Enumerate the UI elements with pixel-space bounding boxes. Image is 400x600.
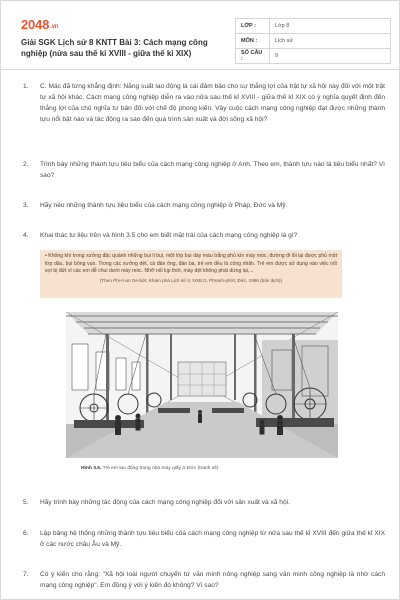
source-quote-box	[40, 250, 342, 298]
question-text: Trình bày những thành tựu tiêu biểu của cách mạng công nghiệp ở Anh. Theo em, thành tựu nào là tiêu biểu nhất? Vì sao?	[40, 161, 385, 179]
question-number: 3.	[23, 202, 29, 209]
meta-row-count	[236, 49, 391, 64]
meta-key: SỐ CÂU :	[236, 49, 270, 64]
figure-label: Hình 3.5.	[81, 466, 102, 471]
meta-row-class	[236, 19, 391, 34]
meta-value: Lớp 8	[270, 19, 391, 34]
question-number: 6.	[23, 530, 29, 537]
document-title: Giải SGK Lịch sử 8 KNTT Bài 3: Cách mạng công nghiệp (nửa sau thế kỉ XVIII - giữa thế kỉ XIX)	[21, 38, 208, 58]
document-header	[11, 9, 391, 71]
question-number: 5.	[23, 499, 29, 506]
question-number: 2.	[23, 161, 29, 168]
question-text: Hãy nêu những thành tựu tiêu biểu của cách mạng công nghiệp ở Pháp, Đức và Mỹ.	[40, 202, 288, 209]
quote-citation: (Theo Phi-ri-an Oe-bớt, Khám phá Lịch sử II, NXB D. Phranh-phớt, Đức, 1996 (bản dịch))	[99, 277, 283, 283]
question-number: 4.	[23, 232, 29, 239]
question-text: Có ý kiến cho rằng: "Xã hội loài người chuyển từ văn minh nông nghiệp sang văn minh công nghiệp là nhờ cách mạng công nghiệp". Em đồng ý với ý kiến đó không? Vì sao?	[40, 571, 385, 589]
quote-text: • Không khí trong xưởng đặc quánh những bụi li bụi, một lớp bụi dày màu trắng phủ kín máy móc, đường đi lối lại được phủ một lớp dầu, bụi bông vụn. Trong các xưởng dệt, cả đàn ông, đàn bà, trẻ em đều là công nhân. Trẻ em được sử dụng vào việc nối sợi bị đứt vì các em dễ chui dưới máy móc. Nhỡ nối kịp thời, máy dệt không phải dừng lại,...	[45, 253, 337, 275]
header-divider	[1, 69, 400, 70]
meta-table	[235, 18, 391, 64]
question-text: Khai thác tư liệu trên và hình 3.5 cho em biết mặt trái của cách mạng công nghiệp là gì?	[40, 232, 298, 239]
meta-key: MÔN :	[236, 34, 270, 49]
question-text: C. Mác đã từng khẳng định: Năng suất lao động là cái đảm bảo cho sự thắng lợi của trật tự xã hội này đối với một trật tự xã hội khác. Cách mạng công nghiệp diễn ra vào nửa sau thế kỉ XVIII - giữa thế kỉ XIX có ý nghĩa quyết định đến thắng lợi của chủ nghĩa tư bản đối với chế độ phong kiến. Vậy cuộc cách mạng công nghiệp đạt được những thành tựu nổi bật nào và tác động ra sao đến quá trình sản xuất và đời sống xã hội?	[40, 83, 385, 123]
question-number: 7.	[23, 571, 29, 578]
question-text: Lập bảng hệ thống những thành tựu tiêu biểu của cách mạng công nghiệp từ nửa sau thế kỉ XVIII đến giữa thế kỉ XIX ở các nước châu Âu và Mỹ.	[40, 530, 385, 548]
question-text: Hãy trình bày những tác động của cách mạng công nghiệp đối với sản xuất và xã hội.	[40, 499, 290, 506]
meta-row-subject	[236, 34, 391, 49]
figure-caption-text: Trẻ em lao động trong nhà máy giấy ở Đức (tranh vẽ)	[102, 466, 219, 471]
factory-illustration	[66, 312, 338, 458]
meta-key: LỚP :	[236, 19, 270, 34]
figure-caption	[81, 466, 341, 471]
site-logo[interactable]: 2048.vn	[21, 17, 59, 32]
question-number: 1.	[23, 83, 29, 90]
meta-value: 9	[270, 49, 391, 64]
meta-value: Lịch sử	[270, 34, 391, 49]
